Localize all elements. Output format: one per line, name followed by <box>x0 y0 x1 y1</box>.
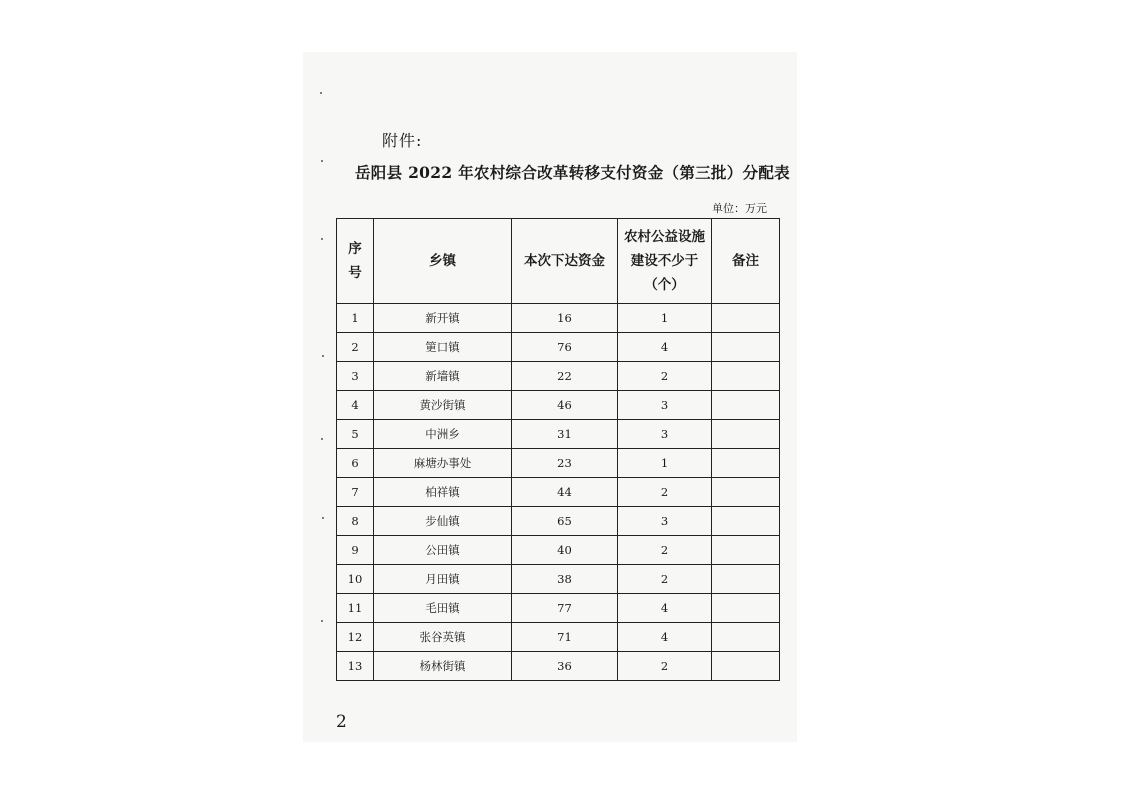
table-row <box>337 594 780 623</box>
cell-funds: 77 <box>512 594 618 623</box>
document-title: 岳阳县 2022 年农村综合改革转移支付资金（第三批）分配表 <box>355 163 790 182</box>
unit-label: 单位：万元 <box>712 202 767 215</box>
table-row <box>337 333 780 362</box>
cell-seq: 2 <box>337 333 374 362</box>
cell-facilities: 4 <box>618 623 712 652</box>
cell-facilities: 3 <box>618 507 712 536</box>
cell-township: 筻口镇 <box>374 333 512 362</box>
header-funds: 本次下达资金 <box>512 219 618 304</box>
table-row <box>337 478 780 507</box>
cell-seq: 11 <box>337 594 374 623</box>
cell-funds: 46 <box>512 391 618 420</box>
table-header-row <box>337 219 780 304</box>
table-row <box>337 652 780 681</box>
header-seq <box>337 219 374 304</box>
cell-funds: 22 <box>512 362 618 391</box>
cell-township: 毛田镇 <box>374 594 512 623</box>
cell-seq: 13 <box>337 652 374 681</box>
cell-seq: 9 <box>337 536 374 565</box>
cell-funds: 38 <box>512 565 618 594</box>
header-seq-line2: 号 <box>348 265 362 281</box>
cell-remarks <box>712 594 780 623</box>
scan-speck <box>321 438 323 440</box>
cell-seq: 4 <box>337 391 374 420</box>
cell-facilities: 1 <box>618 449 712 478</box>
header-facilities-line3: （个） <box>644 277 685 293</box>
scan-speck <box>321 238 323 240</box>
table-row <box>337 507 780 536</box>
scan-speck <box>321 160 323 162</box>
cell-township: 新墙镇 <box>374 362 512 391</box>
cell-facilities: 4 <box>618 594 712 623</box>
header-remarks: 备注 <box>712 219 780 304</box>
cell-facilities: 2 <box>618 536 712 565</box>
cell-seq: 5 <box>337 420 374 449</box>
cell-township: 麻塘办事处 <box>374 449 512 478</box>
cell-facilities: 1 <box>618 304 712 333</box>
cell-remarks <box>712 652 780 681</box>
table-row <box>337 362 780 391</box>
header-township: 乡镇 <box>374 219 512 304</box>
cell-facilities: 2 <box>618 652 712 681</box>
header-facilities-line1: 农村公益设施 <box>624 229 705 245</box>
cell-seq: 3 <box>337 362 374 391</box>
cell-remarks <box>712 507 780 536</box>
table-row <box>337 420 780 449</box>
table-row <box>337 536 780 565</box>
cell-funds: 44 <box>512 478 618 507</box>
cell-remarks <box>712 478 780 507</box>
scan-speck <box>321 620 323 622</box>
cell-remarks <box>712 623 780 652</box>
cell-township: 步仙镇 <box>374 507 512 536</box>
cell-facilities: 2 <box>618 478 712 507</box>
header-seq-line1: 序 <box>348 241 362 257</box>
cell-seq: 1 <box>337 304 374 333</box>
cell-township: 新开镇 <box>374 304 512 333</box>
table-row <box>337 391 780 420</box>
table-row <box>337 449 780 478</box>
cell-remarks <box>712 391 780 420</box>
scan-speck <box>320 92 322 94</box>
header-facilities <box>618 219 712 304</box>
cell-remarks <box>712 565 780 594</box>
cell-funds: 71 <box>512 623 618 652</box>
cell-facilities: 2 <box>618 362 712 391</box>
cell-seq: 8 <box>337 507 374 536</box>
cell-township: 杨林街镇 <box>374 652 512 681</box>
cell-township: 张谷英镇 <box>374 623 512 652</box>
cell-funds: 40 <box>512 536 618 565</box>
cell-facilities: 2 <box>618 565 712 594</box>
cell-seq: 6 <box>337 449 374 478</box>
cell-facilities: 3 <box>618 391 712 420</box>
cell-funds: 16 <box>512 304 618 333</box>
cell-remarks <box>712 304 780 333</box>
page-number: 2 <box>336 712 347 732</box>
cell-seq: 10 <box>337 565 374 594</box>
scan-speck <box>322 517 324 519</box>
cell-township: 月田镇 <box>374 565 512 594</box>
cell-funds: 36 <box>512 652 618 681</box>
table-row <box>337 565 780 594</box>
table-row <box>337 304 780 333</box>
cell-township: 黄沙街镇 <box>374 391 512 420</box>
cell-remarks <box>712 333 780 362</box>
cell-funds: 76 <box>512 333 618 362</box>
allocation-table <box>336 218 780 681</box>
scan-speck <box>322 355 324 357</box>
attachment-label: 附件: <box>382 131 423 150</box>
cell-facilities: 4 <box>618 333 712 362</box>
cell-remarks <box>712 449 780 478</box>
cell-facilities: 3 <box>618 420 712 449</box>
cell-seq: 12 <box>337 623 374 652</box>
cell-seq: 7 <box>337 478 374 507</box>
cell-township: 公田镇 <box>374 536 512 565</box>
cell-township: 柏祥镇 <box>374 478 512 507</box>
cell-remarks <box>712 362 780 391</box>
cell-remarks <box>712 420 780 449</box>
cell-township: 中洲乡 <box>374 420 512 449</box>
cell-funds: 31 <box>512 420 618 449</box>
header-facilities-line2: 建设不少于 <box>630 253 699 269</box>
cell-remarks <box>712 536 780 565</box>
cell-funds: 23 <box>512 449 618 478</box>
cell-funds: 65 <box>512 507 618 536</box>
table-row <box>337 623 780 652</box>
